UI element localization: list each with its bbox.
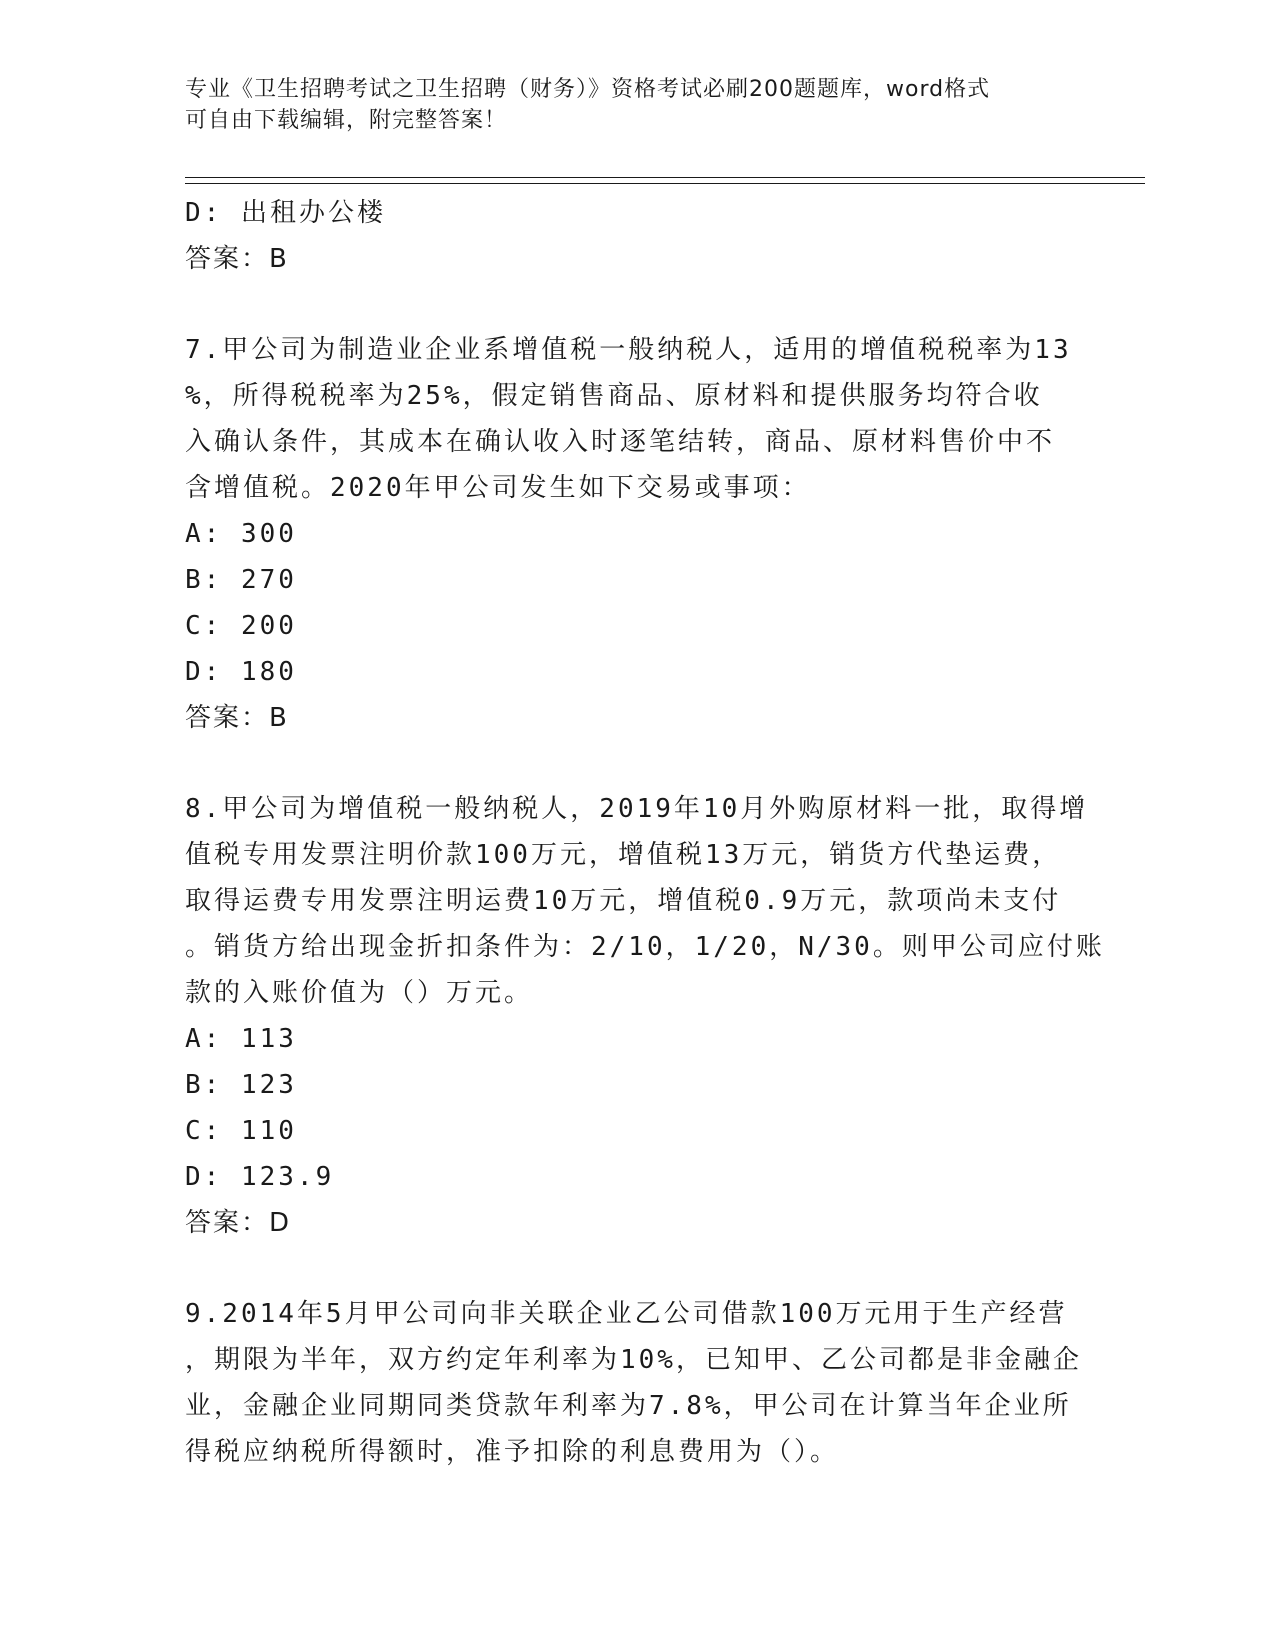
question-9-text-line: 9.2014年5月甲公司向非关联企业乙公司借款100万元用于生产经营: [185, 1299, 1068, 1329]
prev-option-d: D: 出租办公楼: [185, 198, 386, 228]
question-8-text-line: 。销货方给出现金折扣条件为：2/10，1/20，N/30。则甲公司应付账: [185, 932, 1105, 962]
spacer: [185, 741, 1085, 786]
question-8-option-a: A: 113: [185, 1024, 297, 1054]
question-9-text-line: ，期限为半年，双方约定年利率为10%，已知甲、乙公司都是非金融企: [185, 1345, 1082, 1375]
header-double-rule: [185, 177, 1145, 184]
question-8-option-d: D: 123.9: [185, 1162, 335, 1192]
question-8-text-line: 取得运费专用发票注明运费10万元，增值税0.9万元，款项尚未支付: [185, 886, 1062, 916]
question-8-text-line: 值税专用发票注明价款100万元，增值税13万元，销货方代垫运费，: [185, 840, 1062, 870]
question-7-text-line: %，所得税税率为25%，假定销售商品、原材料和提供服务均符合收: [185, 381, 1043, 411]
spacer: [185, 1246, 1085, 1291]
page-header: [185, 74, 1065, 136]
header-title-line-1: 专业《卫生招聘考试之卫生招聘（财务）》资格考试必刷200题题库，word格式: [185, 77, 991, 102]
question-7-option-b: B: 270: [185, 565, 297, 595]
question-7-text-line: 含增值税。2020年甲公司发生如下交易或事项：: [185, 473, 811, 503]
question-7-text-line: 7.甲公司为制造业企业系增值税一般纳税人，适用的增值税税率为13: [185, 335, 1072, 365]
question-content: [185, 190, 1105, 1475]
question-7: [185, 327, 1085, 741]
question-7-option-d: D: 180: [185, 657, 297, 687]
question-7-text-line: 入确认条件，其成本在确认收入时逐笔结转，商品、原材料售价中不: [185, 427, 1056, 457]
prev-answer: 答案：B: [185, 244, 289, 274]
question-9: [185, 1291, 1085, 1475]
question-7-option-c: C: 200: [185, 611, 297, 641]
question-8: [185, 786, 1105, 1246]
question-8-text-line: 款的入账价值为（）万元。: [185, 978, 534, 1008]
question-8-option-c: C: 110: [185, 1116, 297, 1146]
header-title-line-2: 可自由下载编辑，附完整答案！: [185, 108, 508, 133]
question-7-answer: 答案：B: [185, 703, 289, 733]
question-9-text-line: 业，金融企业同期同类贷款年利率为7.8%，甲公司在计算当年企业所: [185, 1391, 1072, 1421]
question-8-text-line: 8.甲公司为增值税一般纳税人，2019年10月外购原材料一批，取得增: [185, 794, 1089, 824]
question-7-option-a: A: 300: [185, 519, 297, 549]
question-8-option-b: B: 123: [185, 1070, 297, 1100]
question-9-text-line: 得税应纳税所得额时，准予扣除的利息费用为（）。: [185, 1437, 840, 1467]
question-8-answer: 答案：D: [185, 1208, 292, 1238]
spacer: [185, 282, 1085, 327]
